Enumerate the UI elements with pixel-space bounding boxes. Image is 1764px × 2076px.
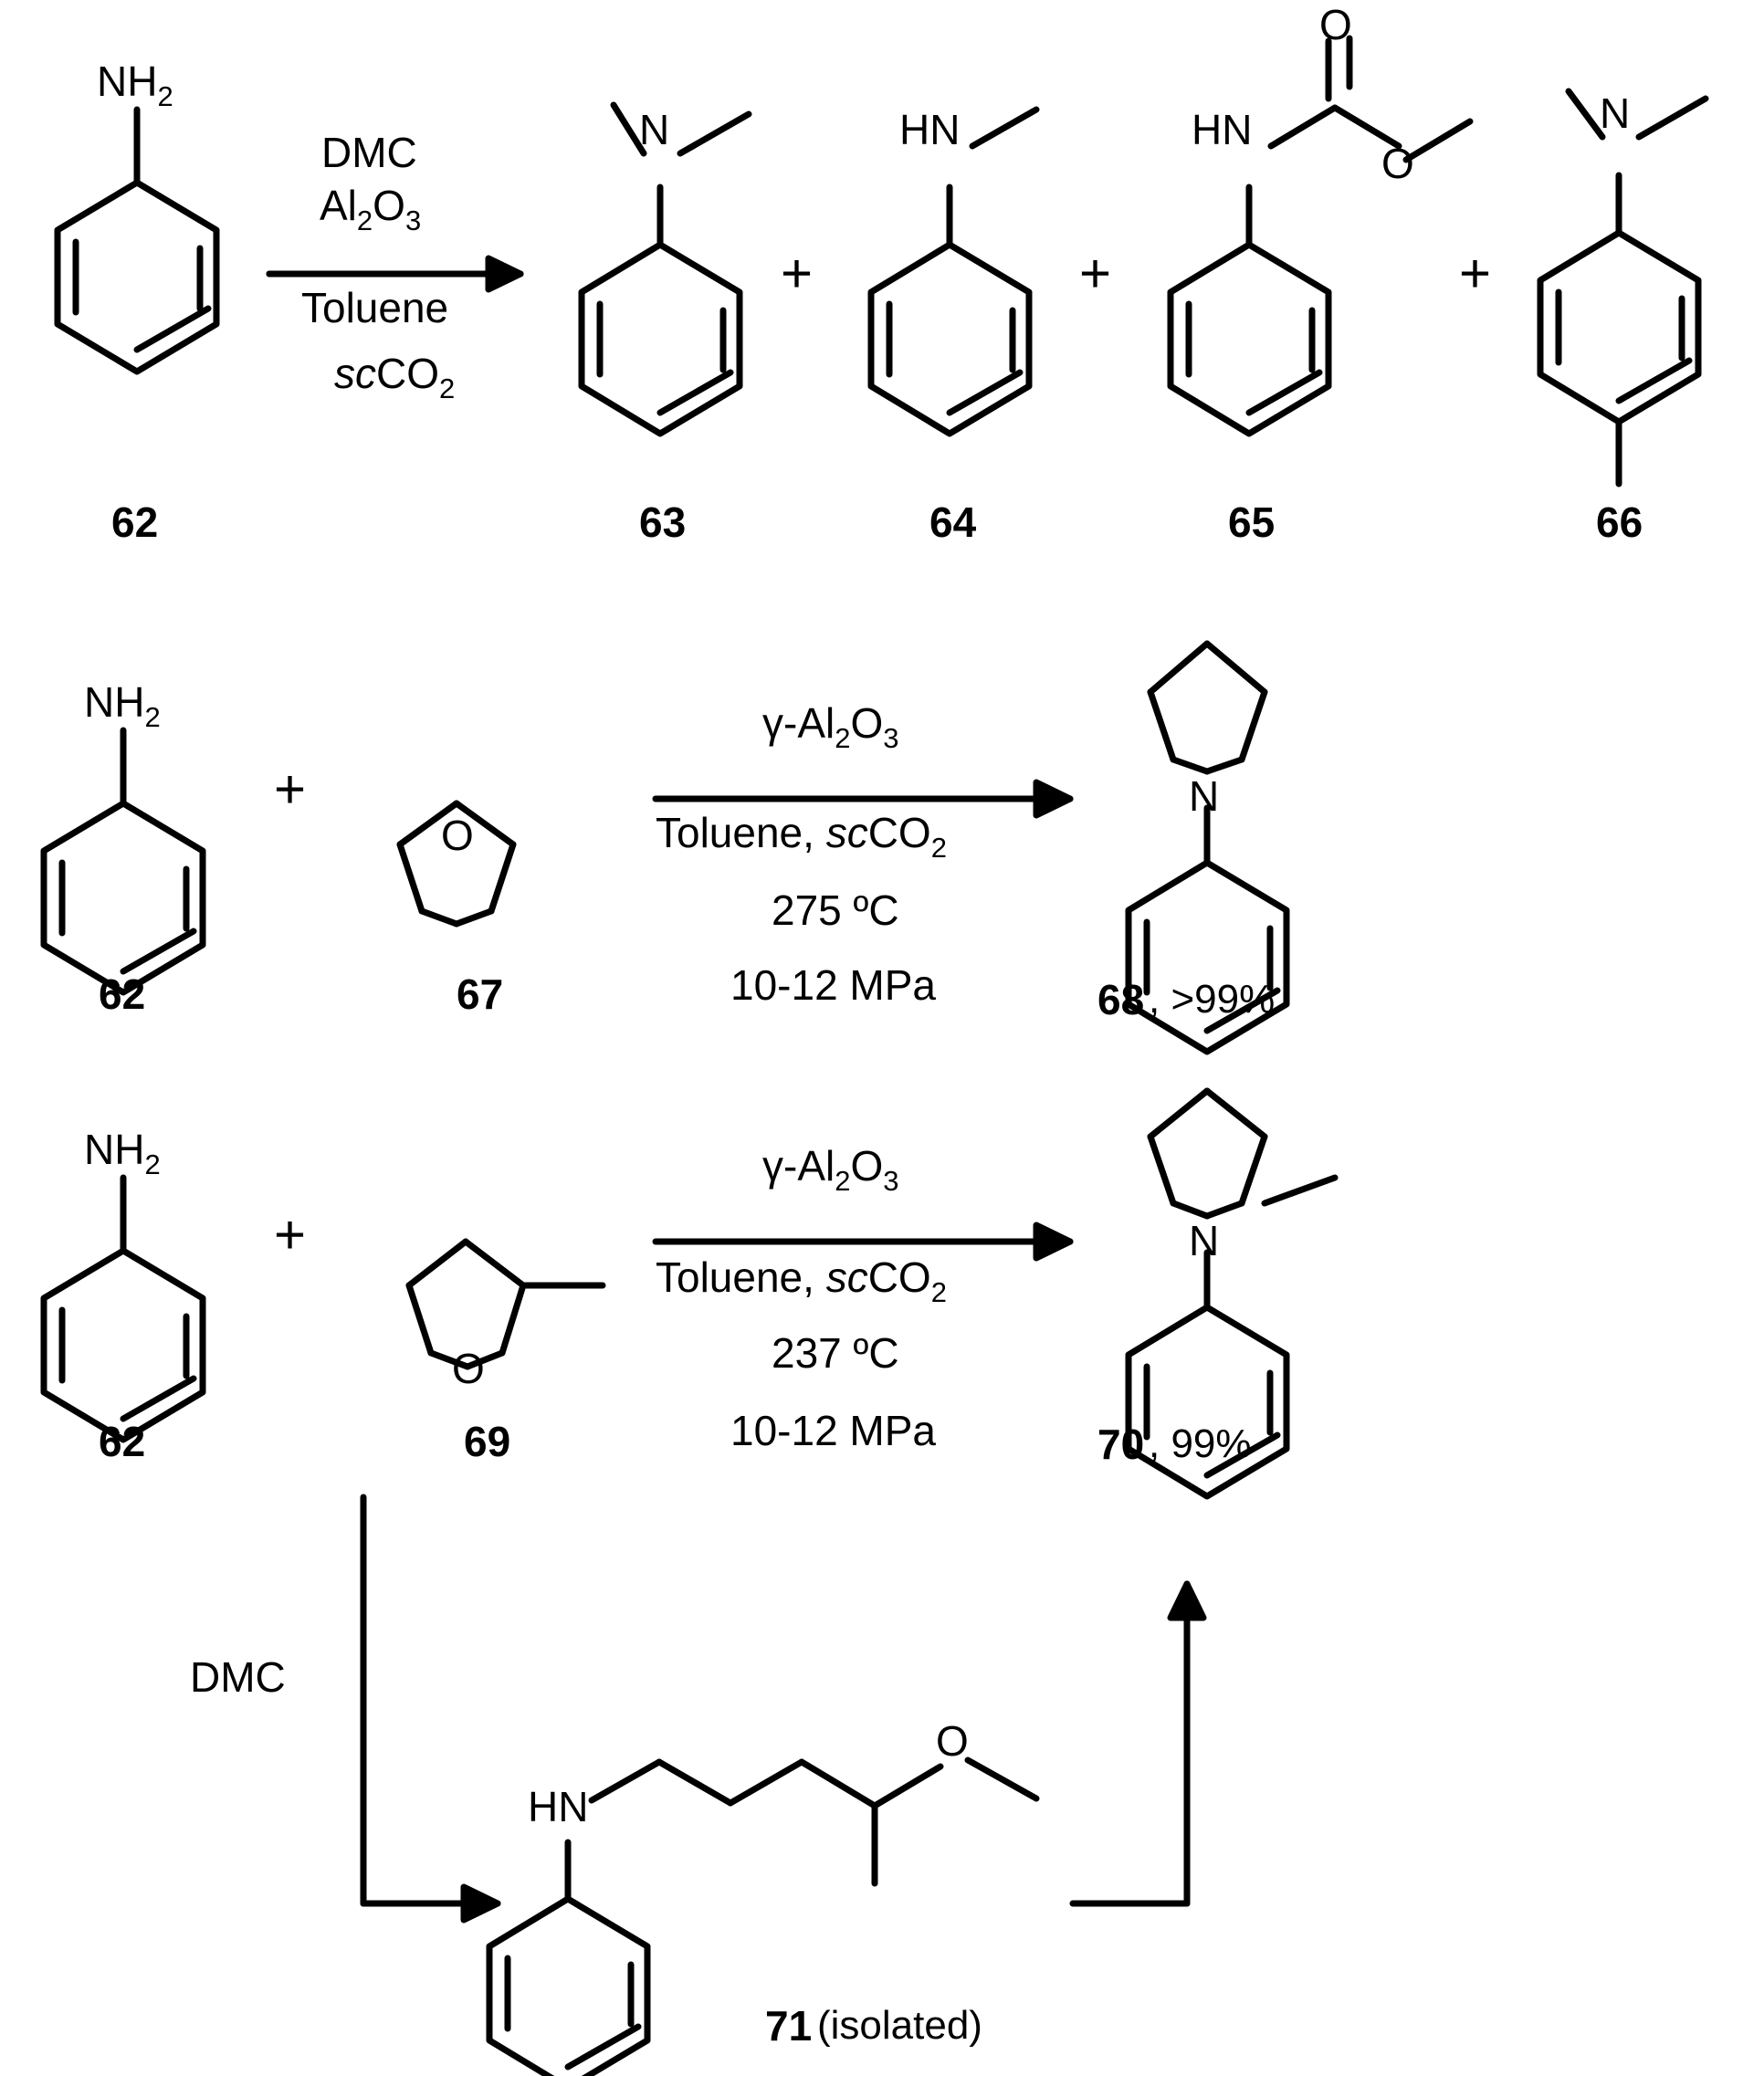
condition-toluene-scco2-row2: Toluene, scCO$_2$: [656, 809, 947, 864]
plus-sign-row2: +: [274, 759, 307, 820]
condition-pressure-row3: 10-12 MPa: [730, 1407, 937, 1454]
compound-number-67: 67: [457, 970, 504, 1018]
atom-label-o-ester-65: O: [1381, 140, 1414, 187]
compound-number-64: 64: [929, 498, 977, 546]
atom-label-n-70: N: [1189, 1217, 1220, 1264]
condition-gamma-al2o3-row3: $\gamma-Al_2O_3$: [762, 1142, 899, 1197]
atom-label-nh2-62b: $NH_2$: [84, 678, 161, 733]
compound-number-70: 70: [1097, 1421, 1145, 1468]
compound-number-65: 65: [1228, 498, 1276, 546]
plus-sign-row3: +: [274, 1204, 307, 1265]
compound-number-69: 69: [464, 1418, 511, 1465]
intermediate-note-71: (isolated): [817, 2003, 982, 2048]
atom-label-hn-65: HN: [1192, 106, 1253, 153]
atom-label-o-71: O: [936, 1717, 969, 1765]
condition-gamma-al2o3-row2: $\gamma-Al_2O_3$: [762, 699, 899, 754]
condition-al2o3: $Al_2O_3$: [320, 182, 422, 236]
condition-pressure-row2: 10-12 MPa: [730, 961, 937, 1009]
atom-label-nh2-62a: $NH_2$: [97, 58, 173, 112]
atom-label-hn-71: HN: [528, 1783, 589, 1830]
atom-label-o-69: O: [452, 1345, 485, 1392]
condition-dmc: DMC: [321, 129, 417, 176]
atom-label-n-63: N: [639, 106, 670, 153]
condition-temperature-row3: 237 ºC: [772, 1329, 899, 1377]
yield-68: , >99%: [1149, 977, 1276, 1022]
plus-sign-3: +: [1459, 243, 1492, 304]
atom-label-n-66: N: [1600, 89, 1631, 137]
yield-70: , 99%: [1149, 1421, 1252, 1466]
atom-label-n-68: N: [1189, 772, 1220, 820]
plus-sign-2: +: [1079, 243, 1112, 304]
compound-number-62c: 62: [99, 1418, 146, 1465]
compound-number-62a: 62: [111, 498, 159, 546]
plus-sign-1: +: [781, 243, 814, 304]
condition-temperature-row2: 275 ºC: [772, 886, 899, 934]
compound-number-71: 71: [765, 2002, 813, 2050]
atom-label-o-carbonyl-65: O: [1319, 1, 1352, 48]
condition-scco2: scCO$_2$: [334, 350, 456, 404]
compound-number-66: 66: [1596, 498, 1643, 546]
atom-label-o-67: O: [441, 812, 474, 859]
compound-number-62b: 62: [99, 970, 146, 1018]
condition-toluene-scco2-row3: Toluene, scCO$_2$: [656, 1253, 947, 1308]
compound-number-63: 63: [639, 498, 687, 546]
atom-label-hn-64: HN: [899, 106, 961, 153]
atom-label-nh2-62c: $NH_2$: [84, 1126, 161, 1180]
condition-toluene: Toluene: [301, 284, 449, 331]
compound-number-68: 68: [1097, 976, 1145, 1023]
branch-label-dmc: DMC: [190, 1653, 286, 1701]
